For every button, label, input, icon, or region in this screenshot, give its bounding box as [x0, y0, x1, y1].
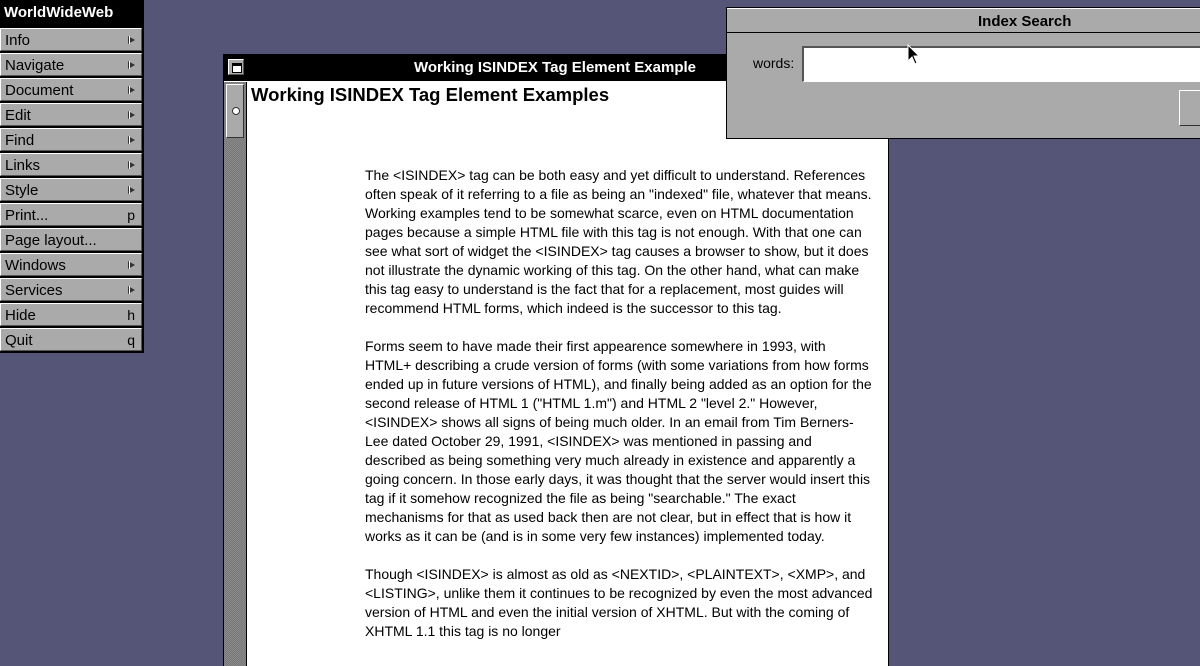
words-label: words:	[753, 55, 795, 71]
submenu-arrow-icon	[128, 161, 135, 169]
submenu-arrow-icon	[128, 111, 135, 119]
submenu-arrow-icon	[128, 261, 135, 269]
menu-items	[0, 28, 142, 351]
body-paragraph: Forms seem to have made their first appearence somewhere in 1993, with HTML+ describing a crude version of forms (with some variations from how forms ended up in future versions of HTML), and finally being added as an option for the second release of HTML 1 ("HTML 1.m") and HTML 2 "level 2." However, <ISINDEX> shows all signs of being much older. In an email from Tim Berners-Lee dated October 29, 1991, <ISINDEX> was mentioned in passing and described as being something very much already in existence and apparently a going concern. In those early days, it was thought that the server would insert this tag if it somehow recognized the file as being "searchable." The exact mechanisms for that as used back then are not clear, but in effect that is how it works as it can be (and is in some very few instances) implemented today.	[365, 338, 872, 544]
document-body	[365, 166, 875, 660]
vertical-scroller[interactable]	[224, 82, 247, 666]
key-equivalent: h	[127, 307, 135, 323]
menu-item-style[interactable]	[0, 178, 142, 201]
menu-item-label: Page layout...	[5, 232, 97, 249]
menu-item-label: Services	[5, 282, 63, 299]
submenu-arrow-icon	[128, 186, 135, 194]
submenu-arrow-icon	[128, 36, 135, 44]
menu-item-label: Document	[5, 82, 74, 99]
menu-item-label: Quit	[5, 332, 33, 349]
menu-item-document[interactable]	[0, 78, 142, 101]
miniaturize-button[interactable]	[228, 59, 244, 75]
menu-item-edit[interactable]	[0, 103, 142, 126]
miniaturize-icon	[232, 63, 242, 73]
scroll-knob[interactable]	[226, 84, 244, 138]
menu-item-services[interactable]	[0, 278, 142, 301]
menu-item-find[interactable]	[0, 128, 142, 151]
menu-item-label: Windows	[5, 257, 66, 274]
menu-item-navigate[interactable]	[0, 53, 142, 76]
page-heading: Working ISINDEX Tag Element Examples	[251, 84, 610, 105]
main-menu	[0, 0, 144, 353]
menu-item-label: Find	[5, 132, 35, 149]
knob-dimple-icon	[232, 107, 240, 115]
menu-item-quit[interactable]	[0, 328, 142, 351]
key-equivalent: q	[127, 332, 135, 348]
document-window	[223, 54, 889, 666]
menu-title: WorldWideWeb	[0, 0, 142, 26]
menu-item-label: Hide	[5, 307, 36, 324]
menu-item-page-layout[interactable]	[0, 228, 142, 251]
menu-item-windows[interactable]	[0, 253, 142, 276]
menu-item-label: Info	[5, 32, 31, 49]
search-button[interactable]	[1179, 90, 1200, 126]
document-content	[251, 82, 881, 666]
menu-item-label: Navigate	[5, 57, 65, 74]
submenu-arrow-icon	[128, 86, 135, 94]
words-input[interactable]	[802, 46, 1200, 82]
index-search-panel	[726, 7, 1200, 139]
submenu-arrow-icon	[128, 61, 135, 69]
menu-item-label: Print...	[5, 207, 49, 224]
menu-item-hide[interactable]	[0, 303, 142, 326]
menu-item-label: Style	[5, 182, 39, 199]
key-equivalent: p	[127, 207, 135, 223]
document-title: Working ISINDEX Tag Element Example	[413, 59, 696, 76]
menu-item-label: Edit	[5, 107, 31, 124]
submenu-arrow-icon	[128, 136, 135, 144]
mouse-pointer-icon	[907, 44, 921, 66]
index-search-titlebar[interactable]: Index Search	[727, 8, 1200, 33]
menu-item-links[interactable]	[0, 153, 142, 176]
submenu-arrow-icon	[128, 286, 135, 294]
body-paragraph: Though <ISINDEX> is almost as old as <NEXTID>, <PLAINTEXT>, <XMP>, and <LISTING>, unlike them it continues to be recognized by even the most advanced version of HTML and even the initial version of XHTML. But with the coming of XHTML 1.1 this tag is no longer	[365, 566, 873, 639]
body-paragraph: The <ISINDEX> tag can be both easy and yet difficult to understand. References often speak of it referring to a file as being an "indexed" file, whatever that means. Working examples tend to be somewhat scarce, even on HTML documentation pages because a simple HTML file with this tag is not enough. With that one can see what sort of widget the <ISINDEX> tag causes a browser to show, but it does not illustrate the dynamic working of this tag. On the other hand, what can make this tag easy to understand is the fact that for a replacement, most guides will recommend HTML forms, which indeed is the successor to this tag.	[365, 167, 872, 316]
menu-item-label: Links	[5, 157, 41, 174]
menu-item-info[interactable]	[0, 28, 142, 51]
menu-item-print[interactable]	[0, 203, 142, 226]
